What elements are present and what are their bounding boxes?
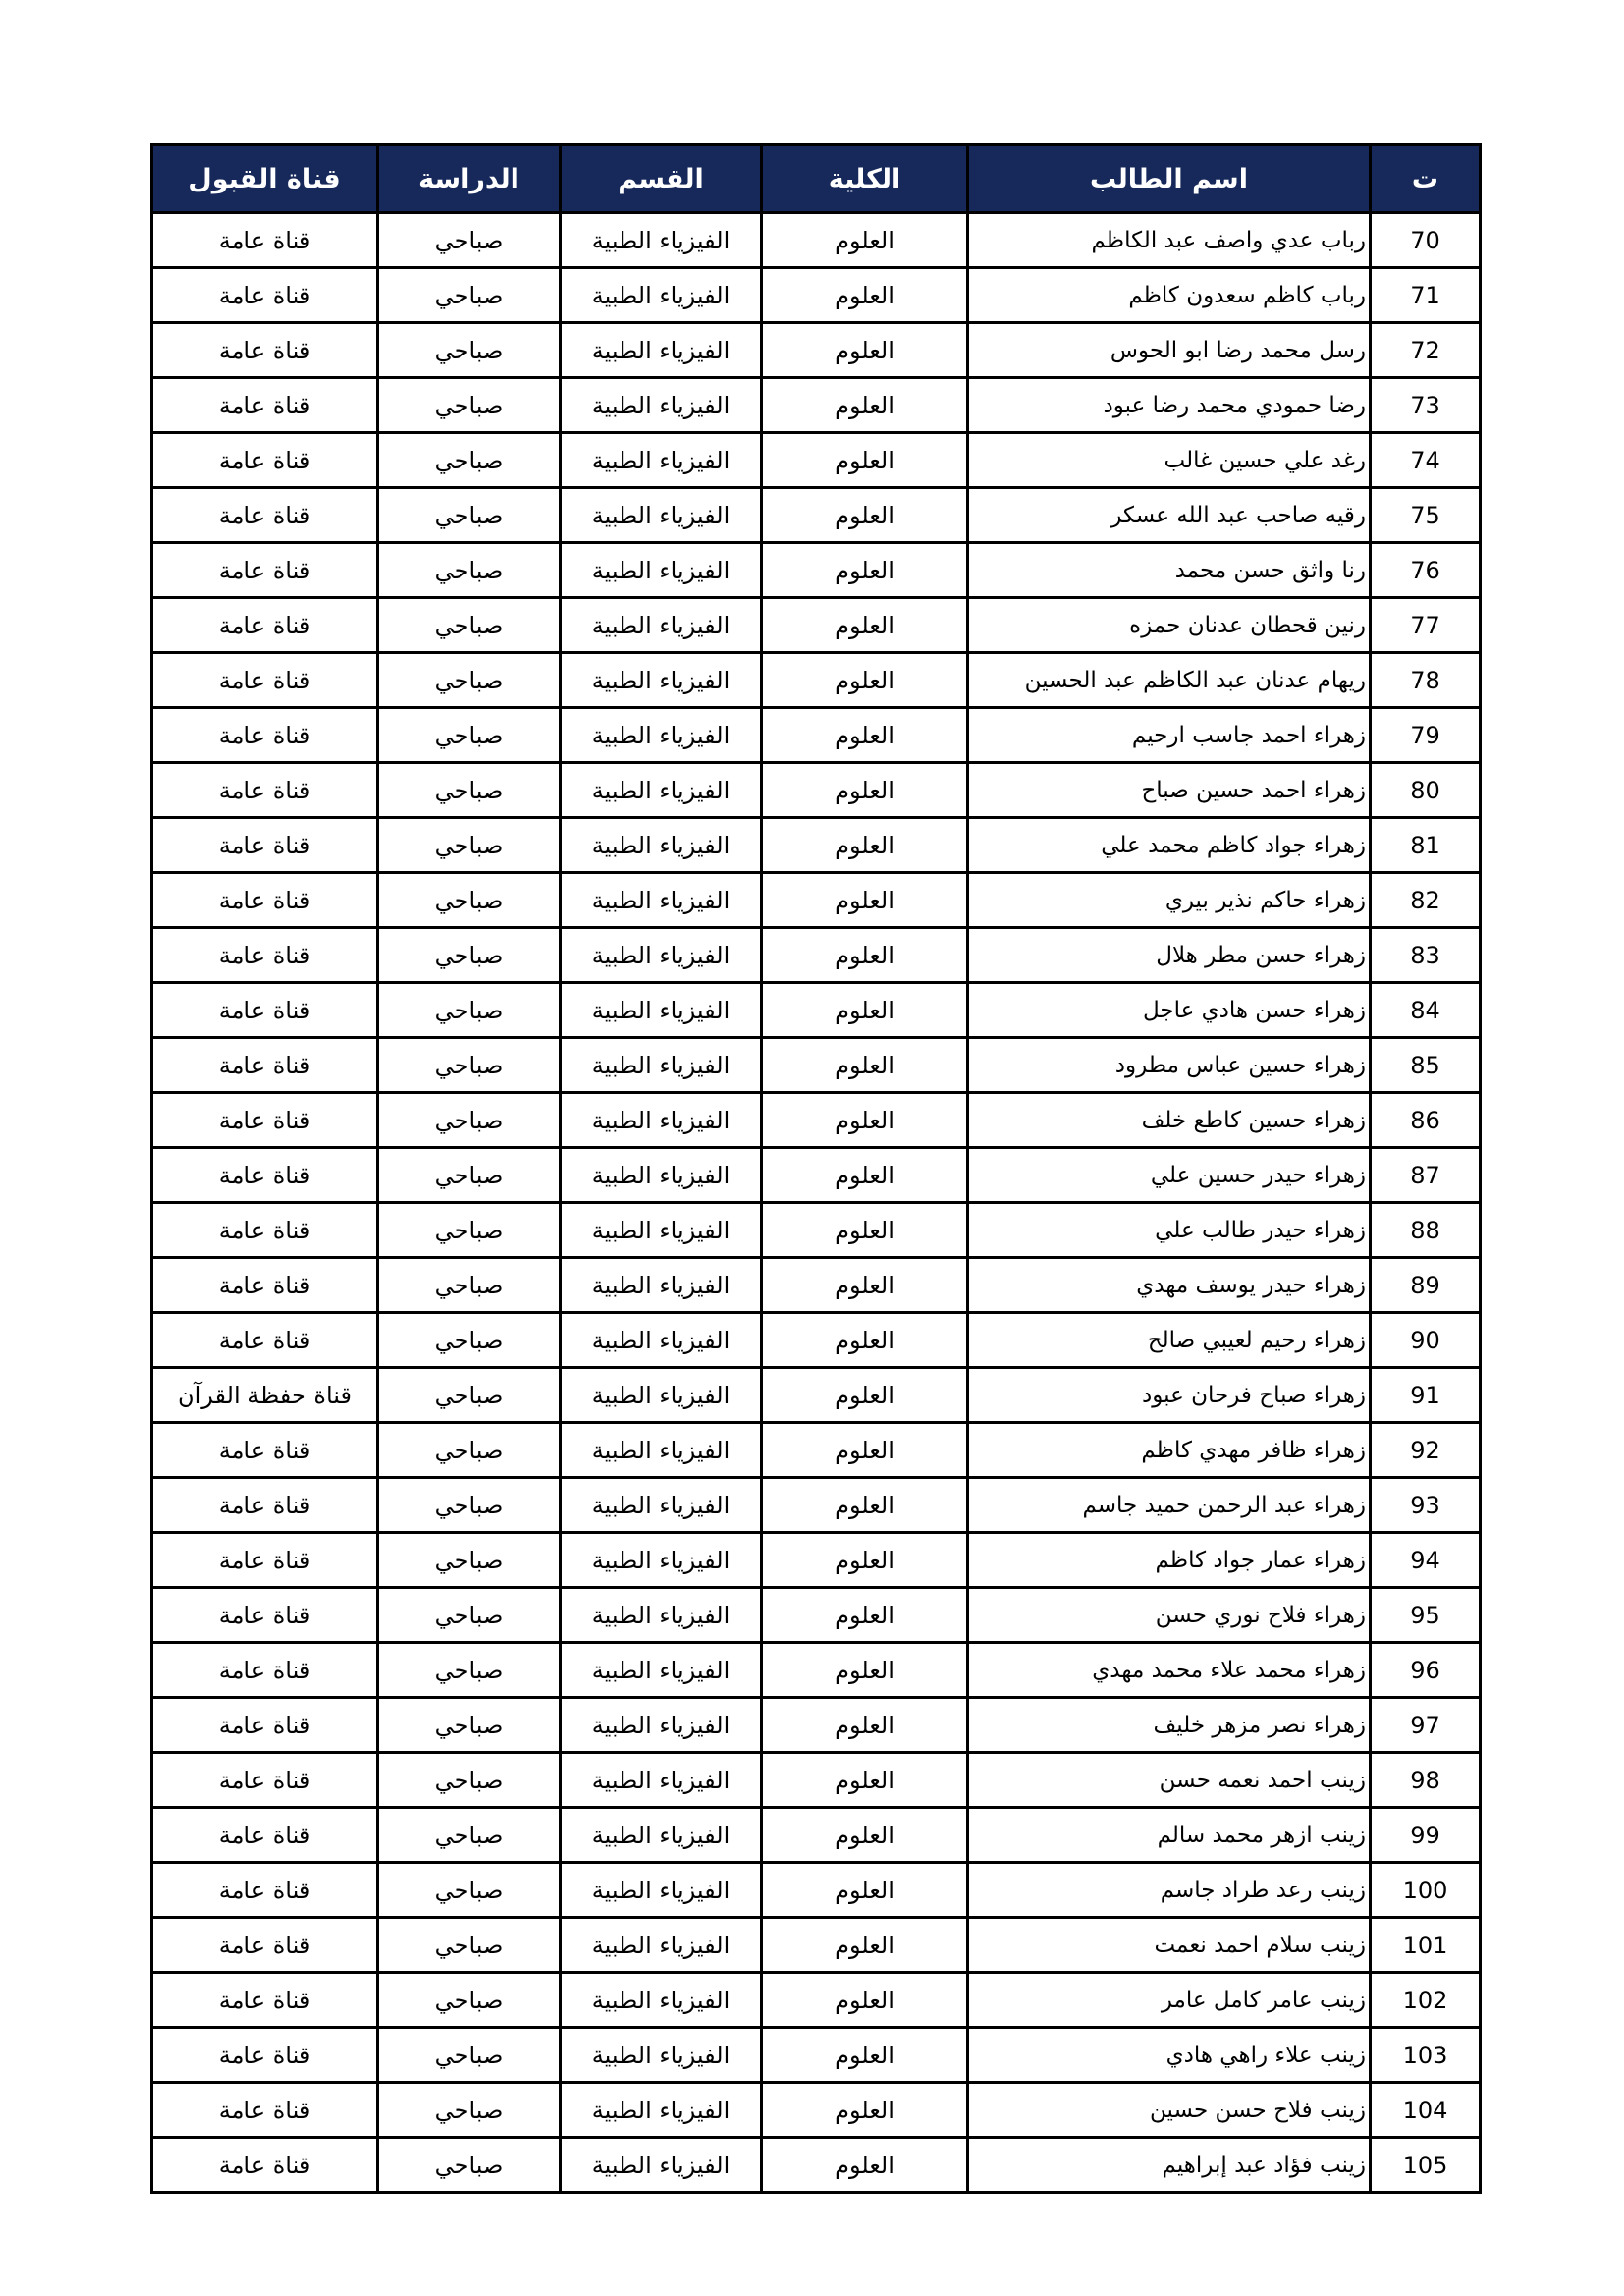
student-name-cell: زهراء حسين عباس مطرود — [968, 1038, 1371, 1093]
study-type-cell: صباحي — [378, 1643, 561, 1698]
study-type-cell: صباحي — [378, 378, 561, 433]
admission-channel-cell: قناة عامة — [152, 598, 378, 653]
student-name-cell: رقيه صاحب عبد الله عسكر — [968, 488, 1371, 543]
admission-channel-cell: قناة عامة — [152, 2028, 378, 2083]
table-row — [152, 1368, 1481, 1423]
table-body — [152, 213, 1481, 2193]
admission-channel-cell: قناة حفظة القرآن — [152, 1368, 378, 1423]
study-type-cell: صباحي — [378, 268, 561, 323]
student-name-cell: رنين قحطان عدنان حمزه — [968, 598, 1371, 653]
study-type-cell: صباحي — [378, 1258, 561, 1313]
table-row — [152, 928, 1481, 983]
header-college: الكلية — [762, 145, 968, 213]
header-department: القسم — [561, 145, 762, 213]
row-number-cell: 99 — [1371, 1808, 1481, 1863]
table-row — [152, 1478, 1481, 1533]
study-type-cell: صباحي — [378, 1918, 561, 1973]
student-name-cell: زهراء فلاح نوري حسن — [968, 1588, 1371, 1643]
department-cell: الفيزياء الطبية — [561, 1038, 762, 1093]
study-type-cell: صباحي — [378, 1038, 561, 1093]
table-row — [152, 323, 1481, 378]
table-row — [152, 653, 1481, 708]
department-cell: الفيزياء الطبية — [561, 928, 762, 983]
college-cell: العلوم — [762, 1643, 968, 1698]
row-number-cell: 83 — [1371, 928, 1481, 983]
header-row — [152, 145, 1481, 213]
department-cell: الفيزياء الطبية — [561, 598, 762, 653]
department-cell: الفيزياء الطبية — [561, 378, 762, 433]
student-name-cell: زهراء جواد كاظم محمد علي — [968, 818, 1371, 873]
header-number: ت — [1371, 145, 1481, 213]
college-cell: العلوم — [762, 488, 968, 543]
study-type-cell: صباحي — [378, 433, 561, 488]
study-type-cell: صباحي — [378, 653, 561, 708]
study-type-cell: صباحي — [378, 543, 561, 598]
department-cell: الفيزياء الطبية — [561, 1093, 762, 1148]
college-cell: العلوم — [762, 543, 968, 598]
row-number-cell: 86 — [1371, 1093, 1481, 1148]
department-cell: الفيزياء الطبية — [561, 708, 762, 763]
college-cell: العلوم — [762, 378, 968, 433]
study-type-cell: صباحي — [378, 1368, 561, 1423]
admission-channel-cell: قناة عامة — [152, 1643, 378, 1698]
admission-channel-cell: قناة عامة — [152, 1478, 378, 1533]
row-number-cell: 95 — [1371, 1588, 1481, 1643]
row-number-cell: 98 — [1371, 1753, 1481, 1808]
department-cell: الفيزياء الطبية — [561, 1423, 762, 1478]
table-row — [152, 1313, 1481, 1368]
row-number-cell: 96 — [1371, 1643, 1481, 1698]
college-cell: العلوم — [762, 873, 968, 928]
department-cell: الفيزياء الطبية — [561, 268, 762, 323]
admission-channel-cell: قناة عامة — [152, 268, 378, 323]
department-cell: الفيزياء الطبية — [561, 1918, 762, 1973]
student-name-cell: زينب فلاح حسن حسين — [968, 2083, 1371, 2138]
college-cell: العلوم — [762, 213, 968, 268]
student-name-cell: رضا حمودي محمد رضا عبود — [968, 378, 1371, 433]
study-type-cell: صباحي — [378, 1753, 561, 1808]
table-row — [152, 2138, 1481, 2193]
table-row — [152, 1863, 1481, 1918]
department-cell: الفيزياء الطبية — [561, 1973, 762, 2028]
college-cell: العلوم — [762, 1533, 968, 1588]
header-student-name: اسم الطالب — [968, 145, 1371, 213]
table-row — [152, 1258, 1481, 1313]
department-cell: الفيزياء الطبية — [561, 1588, 762, 1643]
row-number-cell: 103 — [1371, 2028, 1481, 2083]
college-cell: العلوم — [762, 1588, 968, 1643]
student-name-cell: رباب عدي واصف عبد الكاظم — [968, 213, 1371, 268]
row-number-cell: 88 — [1371, 1203, 1481, 1258]
row-number-cell: 84 — [1371, 983, 1481, 1038]
table-row — [152, 543, 1481, 598]
department-cell: الفيزياء الطبية — [561, 1148, 762, 1203]
row-number-cell: 91 — [1371, 1368, 1481, 1423]
college-cell: العلوم — [762, 1973, 968, 2028]
table-row — [152, 1423, 1481, 1478]
student-name-cell: زينب رعد طراد جاسم — [968, 1863, 1371, 1918]
row-number-cell: 82 — [1371, 873, 1481, 928]
admission-channel-cell: قناة عامة — [152, 433, 378, 488]
admission-channel-cell: قناة عامة — [152, 983, 378, 1038]
table-row — [152, 488, 1481, 543]
study-type-cell: صباحي — [378, 1973, 561, 2028]
row-number-cell: 72 — [1371, 323, 1481, 378]
student-name-cell: زهراء نصر مزهر خليف — [968, 1698, 1371, 1753]
study-type-cell: صباحي — [378, 928, 561, 983]
row-number-cell: 81 — [1371, 818, 1481, 873]
study-type-cell: صباحي — [378, 1093, 561, 1148]
college-cell: العلوم — [762, 268, 968, 323]
table-row — [152, 268, 1481, 323]
row-number-cell: 104 — [1371, 2083, 1481, 2138]
study-type-cell: صباحي — [378, 2138, 561, 2193]
row-number-cell: 101 — [1371, 1918, 1481, 1973]
row-number-cell: 80 — [1371, 763, 1481, 818]
row-number-cell: 73 — [1371, 378, 1481, 433]
admission-channel-cell: قناة عامة — [152, 1313, 378, 1368]
department-cell: الفيزياء الطبية — [561, 543, 762, 598]
student-name-cell: زهراء حسين كاطع خلف — [968, 1093, 1371, 1148]
row-number-cell: 94 — [1371, 1533, 1481, 1588]
department-cell: الفيزياء الطبية — [561, 1313, 762, 1368]
department-cell: الفيزياء الطبية — [561, 1808, 762, 1863]
study-type-cell: صباحي — [378, 488, 561, 543]
table-row — [152, 433, 1481, 488]
header-admission-channel: قناة القبول — [152, 145, 378, 213]
department-cell: الفيزياء الطبية — [561, 653, 762, 708]
college-cell: العلوم — [762, 1698, 968, 1753]
table-row — [152, 1093, 1481, 1148]
table-row — [152, 1148, 1481, 1203]
college-cell: العلوم — [762, 1863, 968, 1918]
admission-channel-cell: قناة عامة — [152, 763, 378, 818]
study-type-cell: صباحي — [378, 1863, 561, 1918]
table-header — [152, 145, 1481, 213]
row-number-cell: 71 — [1371, 268, 1481, 323]
college-cell: العلوم — [762, 1478, 968, 1533]
department-cell: الفيزياء الطبية — [561, 433, 762, 488]
college-cell: العلوم — [762, 1368, 968, 1423]
college-cell: العلوم — [762, 1808, 968, 1863]
department-cell: الفيزياء الطبية — [561, 213, 762, 268]
table-row — [152, 1808, 1481, 1863]
department-cell: الفيزياء الطبية — [561, 763, 762, 818]
admission-channel-cell: قناة عامة — [152, 1148, 378, 1203]
admission-channel-cell: قناة عامة — [152, 1258, 378, 1313]
department-cell: الفيزياء الطبية — [561, 1643, 762, 1698]
table-row — [152, 983, 1481, 1038]
department-cell: الفيزياء الطبية — [561, 2083, 762, 2138]
row-number-cell: 77 — [1371, 598, 1481, 653]
admission-channel-cell: قناة عامة — [152, 1423, 378, 1478]
college-cell: العلوم — [762, 2138, 968, 2193]
student-name-cell: زهراء حيدر حسين علي — [968, 1148, 1371, 1203]
student-name-cell: زهراء احمد حسين صباح — [968, 763, 1371, 818]
admission-channel-cell: قناة عامة — [152, 873, 378, 928]
study-type-cell: صباحي — [378, 818, 561, 873]
college-cell: العلوم — [762, 433, 968, 488]
row-number-cell: 78 — [1371, 653, 1481, 708]
admission-channel-cell: قناة عامة — [152, 1038, 378, 1093]
college-cell: العلوم — [762, 653, 968, 708]
student-name-cell: زهراء رحيم لعيبي صالح — [968, 1313, 1371, 1368]
admission-channel-cell: قناة عامة — [152, 1093, 378, 1148]
study-type-cell: صباحي — [378, 1148, 561, 1203]
college-cell: العلوم — [762, 763, 968, 818]
department-cell: الفيزياء الطبية — [561, 488, 762, 543]
study-type-cell: صباحي — [378, 1698, 561, 1753]
admission-channel-cell: قناة عامة — [152, 543, 378, 598]
table-row — [152, 598, 1481, 653]
table-row — [152, 2083, 1481, 2138]
department-cell: الفيزياء الطبية — [561, 983, 762, 1038]
admission-channel-cell: قناة عامة — [152, 2083, 378, 2138]
college-cell: العلوم — [762, 818, 968, 873]
student-name-cell: زهراء احمد جاسب ارحيم — [968, 708, 1371, 763]
college-cell: العلوم — [762, 1148, 968, 1203]
college-cell: العلوم — [762, 1313, 968, 1368]
admission-channel-cell: قناة عامة — [152, 1753, 378, 1808]
college-cell: العلوم — [762, 1753, 968, 1808]
department-cell: الفيزياء الطبية — [561, 2028, 762, 2083]
department-cell: الفيزياء الطبية — [561, 1698, 762, 1753]
study-type-cell: صباحي — [378, 708, 561, 763]
student-name-cell: زينب احمد نعمه حسن — [968, 1753, 1371, 1808]
row-number-cell: 85 — [1371, 1038, 1481, 1093]
admission-channel-cell: قناة عامة — [152, 1588, 378, 1643]
student-name-cell: زينب فؤاد عبد إبراهيم — [968, 2138, 1371, 2193]
student-name-cell: ريهام عدنان عبد الكاظم عبد الحسين — [968, 653, 1371, 708]
department-cell: الفيزياء الطبية — [561, 1258, 762, 1313]
header-study-type: الدراسة — [378, 145, 561, 213]
department-cell: الفيزياء الطبية — [561, 1753, 762, 1808]
admission-channel-cell: قناة عامة — [152, 1973, 378, 2028]
admission-channel-cell: قناة عامة — [152, 378, 378, 433]
row-number-cell: 102 — [1371, 1973, 1481, 2028]
students-table — [150, 143, 1482, 2194]
study-type-cell: صباحي — [378, 1533, 561, 1588]
study-type-cell: صباحي — [378, 598, 561, 653]
study-type-cell: صباحي — [378, 323, 561, 378]
student-name-cell: زهراء حيدر يوسف مهدي — [968, 1258, 1371, 1313]
student-name-cell: زينب سلام احمد نعمت — [968, 1918, 1371, 1973]
college-cell: العلوم — [762, 323, 968, 378]
table-row — [152, 213, 1481, 268]
table-row — [152, 1588, 1481, 1643]
department-cell: الفيزياء الطبية — [561, 1368, 762, 1423]
admission-channel-cell: قناة عامة — [152, 1808, 378, 1863]
college-cell: العلوم — [762, 598, 968, 653]
college-cell: العلوم — [762, 1258, 968, 1313]
college-cell: العلوم — [762, 1038, 968, 1093]
admission-channel-cell: قناة عامة — [152, 2138, 378, 2193]
college-cell: العلوم — [762, 983, 968, 1038]
student-name-cell: رباب كاظم سعدون كاظم — [968, 268, 1371, 323]
study-type-cell: صباحي — [378, 213, 561, 268]
row-number-cell: 79 — [1371, 708, 1481, 763]
student-name-cell: زهراء حسن هادي عاجل — [968, 983, 1371, 1038]
row-number-cell: 70 — [1371, 213, 1481, 268]
admission-channel-cell: قناة عامة — [152, 1533, 378, 1588]
table-row — [152, 1203, 1481, 1258]
student-name-cell: زينب علاء راهي هادي — [968, 2028, 1371, 2083]
row-number-cell: 87 — [1371, 1148, 1481, 1203]
study-type-cell: صباحي — [378, 1588, 561, 1643]
table-row — [152, 873, 1481, 928]
row-number-cell: 105 — [1371, 2138, 1481, 2193]
table-row — [152, 378, 1481, 433]
department-cell: الفيزياء الطبية — [561, 1478, 762, 1533]
student-name-cell: رنا واثق حسن محمد — [968, 543, 1371, 598]
admission-channel-cell: قناة عامة — [152, 1918, 378, 1973]
department-cell: الفيزياء الطبية — [561, 323, 762, 378]
student-name-cell: رسل محمد رضا ابو الحوس — [968, 323, 1371, 378]
student-name-cell: زهراء ظافر مهدي كاظم — [968, 1423, 1371, 1478]
department-cell: الفيزياء الطبية — [561, 818, 762, 873]
row-number-cell: 100 — [1371, 1863, 1481, 1918]
student-name-cell: رغد علي حسين غالب — [968, 433, 1371, 488]
table-row — [152, 708, 1481, 763]
table-row — [152, 1038, 1481, 1093]
student-name-cell: زهراء عمار جواد كاظم — [968, 1533, 1371, 1588]
admission-channel-cell: قناة عامة — [152, 928, 378, 983]
college-cell: العلوم — [762, 2028, 968, 2083]
department-cell: الفيزياء الطبية — [561, 2138, 762, 2193]
study-type-cell: صباحي — [378, 1203, 561, 1258]
admission-channel-cell: قناة عامة — [152, 818, 378, 873]
student-name-cell: زهراء حاكم نذير بيري — [968, 873, 1371, 928]
row-number-cell: 76 — [1371, 543, 1481, 598]
study-type-cell: صباحي — [378, 2028, 561, 2083]
student-name-cell: زهراء حسن مطر هلال — [968, 928, 1371, 983]
table-row — [152, 1698, 1481, 1753]
study-type-cell: صباحي — [378, 1478, 561, 1533]
college-cell: العلوم — [762, 1423, 968, 1478]
college-cell: العلوم — [762, 2083, 968, 2138]
study-type-cell: صباحي — [378, 1423, 561, 1478]
admission-channel-cell: قناة عامة — [152, 1863, 378, 1918]
college-cell: العلوم — [762, 708, 968, 763]
table-row — [152, 763, 1481, 818]
table-row — [152, 1533, 1481, 1588]
admission-channel-cell: قناة عامة — [152, 213, 378, 268]
study-type-cell: صباحي — [378, 1313, 561, 1368]
college-cell: العلوم — [762, 1093, 968, 1148]
student-name-cell: زهراء محمد علاء محمد مهدي — [968, 1643, 1371, 1698]
table-row — [152, 2028, 1481, 2083]
study-type-cell: صباحي — [378, 983, 561, 1038]
admission-channel-cell: قناة عامة — [152, 1698, 378, 1753]
row-number-cell: 92 — [1371, 1423, 1481, 1478]
college-cell: العلوم — [762, 928, 968, 983]
row-number-cell: 89 — [1371, 1258, 1481, 1313]
table-row — [152, 1918, 1481, 1973]
study-type-cell: صباحي — [378, 1808, 561, 1863]
row-number-cell: 90 — [1371, 1313, 1481, 1368]
college-cell: العلوم — [762, 1918, 968, 1973]
row-number-cell: 93 — [1371, 1478, 1481, 1533]
student-name-cell: زهراء حيدر طالب علي — [968, 1203, 1371, 1258]
row-number-cell: 97 — [1371, 1698, 1481, 1753]
table-row — [152, 1643, 1481, 1698]
admission-channel-cell: قناة عامة — [152, 323, 378, 378]
admission-channel-cell: قناة عامة — [152, 1203, 378, 1258]
study-type-cell: صباحي — [378, 873, 561, 928]
admission-channel-cell: قناة عامة — [152, 708, 378, 763]
study-type-cell: صباحي — [378, 2083, 561, 2138]
admission-channel-cell: قناة عامة — [152, 488, 378, 543]
student-name-cell: زهراء عبد الرحمن حميد جاسم — [968, 1478, 1371, 1533]
department-cell: الفيزياء الطبية — [561, 1533, 762, 1588]
table-row — [152, 818, 1481, 873]
department-cell: الفيزياء الطبية — [561, 1863, 762, 1918]
admission-channel-cell: قناة عامة — [152, 653, 378, 708]
department-cell: الفيزياء الطبية — [561, 1203, 762, 1258]
student-name-cell: زينب ازهر محمد سالم — [968, 1808, 1371, 1863]
row-number-cell: 75 — [1371, 488, 1481, 543]
table-row — [152, 1973, 1481, 2028]
row-number-cell: 74 — [1371, 433, 1481, 488]
student-name-cell: زينب عامر كامل عامر — [968, 1973, 1371, 2028]
study-type-cell: صباحي — [378, 763, 561, 818]
college-cell: العلوم — [762, 1203, 968, 1258]
department-cell: الفيزياء الطبية — [561, 873, 762, 928]
table-row — [152, 1753, 1481, 1808]
student-name-cell: زهراء صباح فرحان عبود — [968, 1368, 1371, 1423]
